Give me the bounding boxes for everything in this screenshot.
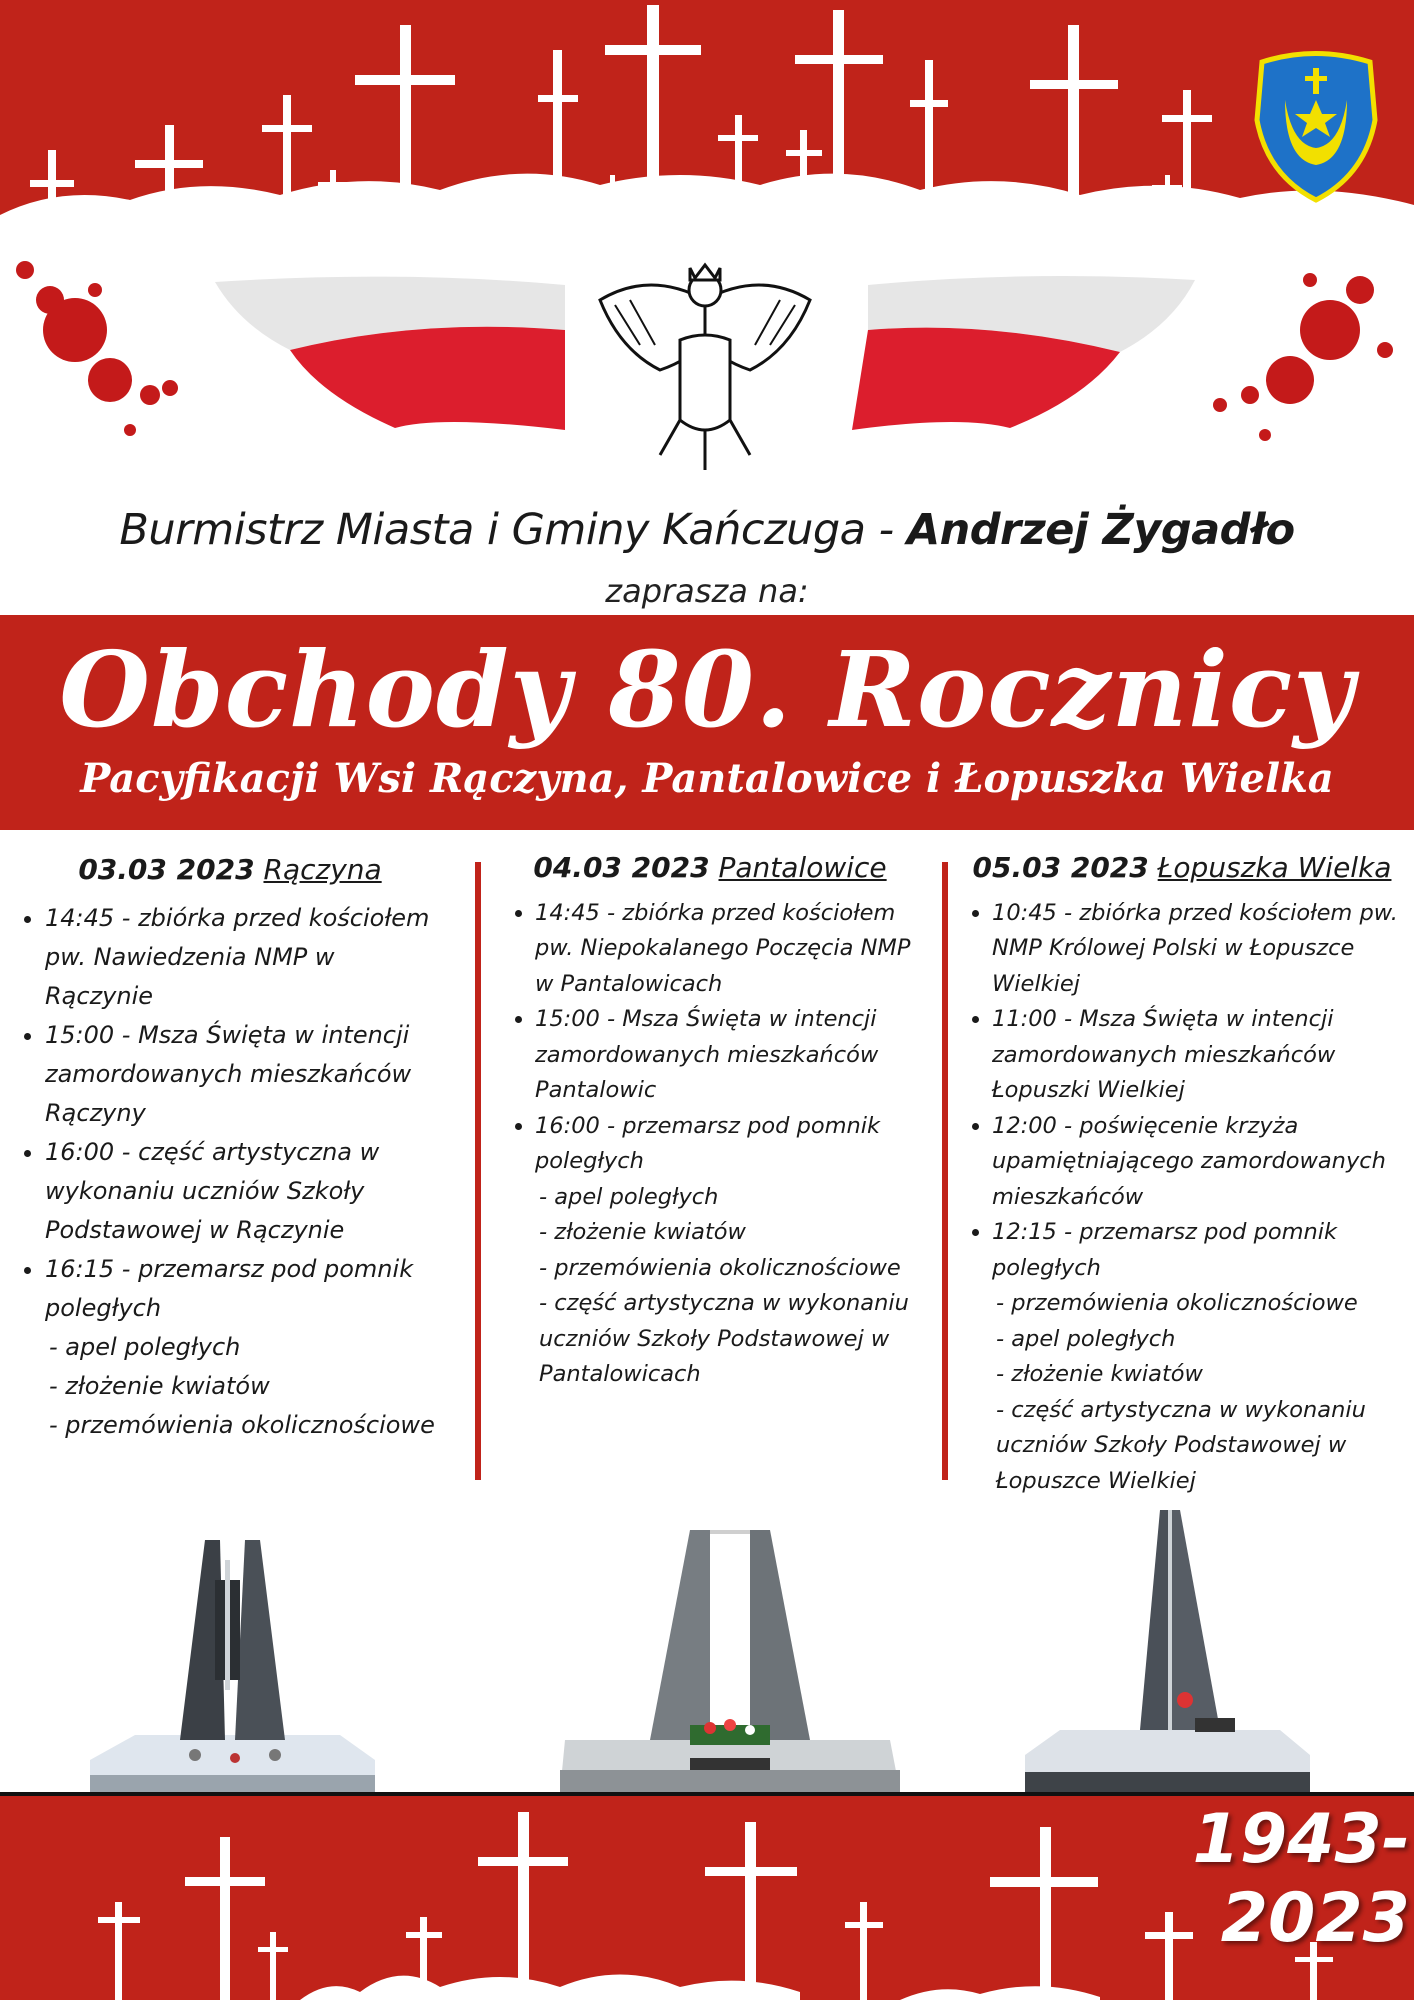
column-place: Łopuszka Wielka <box>1157 851 1392 884</box>
list-item: • 10:45 - zbiórka przed kościołem pw. NMP Królowej Polski w Łopuszce Wielkiej <box>992 896 1407 1003</box>
sub-item: - apel poległych <box>49 1333 241 1361</box>
list-item-text: 16:00 - przemarsz pod pomnik poległych <box>535 1112 881 1174</box>
list-item: • 14:45 - zbiórka przed kościołem pw. Nawiedzenia NMP w Rączynie <box>45 899 450 1016</box>
schedule-column-pantalowice <box>500 850 920 1393</box>
sub-item: - przemówienia okolicznościowe <box>49 1411 435 1439</box>
column-heading <box>10 850 450 889</box>
column-divider <box>475 862 481 1480</box>
list-item: • 16:00 - część artystyczna w wykonaniu uczniów Szkoły Podstawowej w Rączynie <box>45 1133 450 1250</box>
sub-item: - apel poległych <box>996 1325 1176 1352</box>
list-item-text: 16:15 - przemarsz pod pomnik poległych <box>45 1255 414 1322</box>
column-heading <box>500 850 920 886</box>
event-title: Obchody 80. Rocznicy <box>59 628 1355 751</box>
list-item: • 11:00 - Msza Święta w intencji zamordowanych mieszkańców Łopuszki Wielkiej <box>992 1002 1407 1109</box>
sub-item: - złożenie kwiatów <box>539 1219 746 1245</box>
list-item: • 15:00 - Msza Święta w intencji zamordowanych mieszkańców Pantalowic <box>535 1002 920 1109</box>
event-subtitle: Pacyfikacji Wsi Rączyna, Pantalowice i Łopuszka Wielka <box>80 755 1334 802</box>
inviter-prefix: Burmistrz Miasta i Gminy Kańczuga - <box>119 505 907 555</box>
schedule-column-lopuszka <box>957 850 1407 1499</box>
column-place: Rączyna <box>263 853 382 886</box>
column-date: 04.03 2023 <box>533 851 710 884</box>
list-item-text: 12:15 - przemarsz pod pomnik poległych <box>992 1219 1338 1281</box>
top-banner-artwork <box>0 0 1414 500</box>
list-item <box>535 1109 920 1393</box>
schedule-list <box>957 896 1407 1500</box>
invites-line: zaprasza na: <box>605 572 809 610</box>
column-date: 03.03 2023 <box>78 853 255 886</box>
schedule-list <box>10 899 450 1445</box>
sub-item: - część artystyczna w wykonaniu uczniów Szkoły Podstawowej w Łopuszce Wielkiej <box>996 1396 1366 1494</box>
column-date: 05.03 2023 <box>972 851 1149 884</box>
column-divider <box>942 862 948 1480</box>
sub-item: - część artystyczna w wykonaniu uczniów Szkoły Podstawowej w Pantalowicach <box>539 1290 909 1387</box>
column-heading <box>957 850 1407 886</box>
list-item: • 15:00 - Msza Święta w intencji zamordowanych mieszkańców Rączyny <box>45 1016 450 1133</box>
monument-pantalowice-image <box>560 1500 900 1795</box>
schedule-list <box>500 896 920 1393</box>
inviter-line <box>0 505 1414 555</box>
sub-item: - przemówienia okolicznościowe <box>539 1254 901 1281</box>
sub-item: - złożenie kwiatów <box>49 1372 270 1400</box>
sub-item: - złożenie kwiatów <box>996 1361 1203 1387</box>
list-item <box>45 1250 450 1445</box>
column-place: Pantalowice <box>718 851 887 884</box>
list-item: • 14:45 - zbiórka przed kościołem pw. Niepokalanego Poczęcia NMP w Pantalowicach <box>535 896 920 1003</box>
sub-item: - przemówienia okolicznościowe <box>996 1290 1358 1316</box>
schedule-column-raczyna <box>10 850 450 1445</box>
years-label: 1943-2023 <box>1192 1800 1410 1958</box>
sub-item: - apel poległych <box>539 1183 719 1210</box>
inviter-name: Andrzej Żygadło <box>906 505 1295 555</box>
list-item: • 12:00 - poświęcenie krzyża upamiętniającego zamordowanych mieszkańców <box>992 1109 1407 1216</box>
list-item <box>992 1215 1407 1499</box>
monument-lopuszka-image <box>1020 1500 1320 1795</box>
monument-raczyna-image <box>85 1500 385 1795</box>
